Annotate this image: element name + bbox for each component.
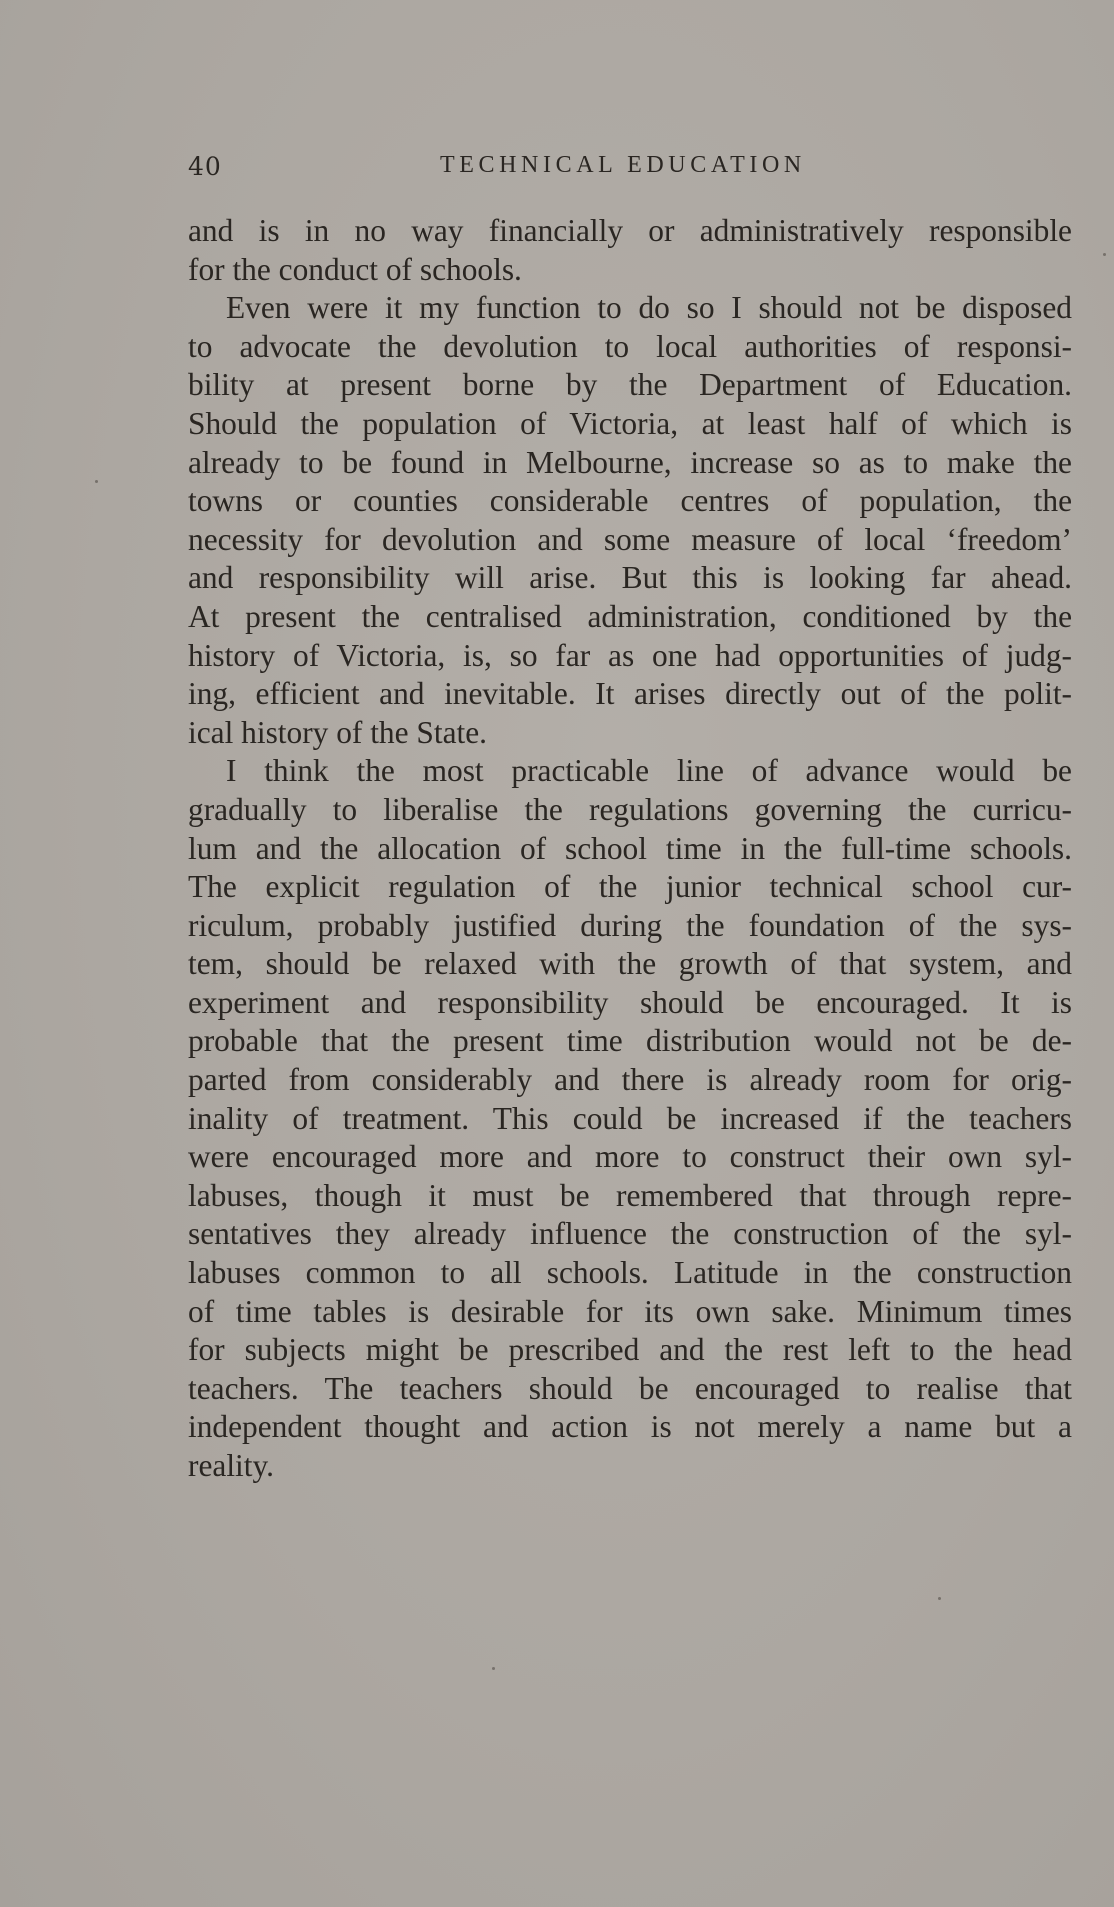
paper-speck xyxy=(1103,253,1106,256)
text-line: riculum, probably justified during the foundation of the sys- xyxy=(188,907,1072,943)
text-line: history of Victoria, is, so far as one had opportunities of judg- xyxy=(188,637,1072,673)
text-line: of time tables is desirable for its own sake. Minimum times xyxy=(188,1293,1072,1329)
paper-speck xyxy=(95,480,98,483)
text-line: probable that the present time distribution would not be de- xyxy=(188,1023,1072,1059)
text-line: Even were it my function to do so I should not be disposed xyxy=(226,290,1072,326)
text-line: for the conduct of schools. xyxy=(188,251,522,287)
text-line: At present the centralised administration, conditioned by the xyxy=(188,598,1072,634)
page-number: 40 xyxy=(188,152,222,181)
text-line: ing, efficient and inevitable. It arises directly out of the polit- xyxy=(188,676,1072,712)
running-head xyxy=(188,152,1068,192)
text-line: labuses common to all schools. Latitude in the construction xyxy=(188,1255,1072,1291)
text-line: were encouraged more and more to construct their own syl- xyxy=(188,1139,1072,1175)
text-line: gradually to liberalise the regulations governing the curricu- xyxy=(188,791,1072,827)
text-line: reality. xyxy=(188,1448,274,1483)
text-line: parted from considerably and there is already room for orig- xyxy=(188,1062,1072,1098)
text-line: to advocate the devolution to local authorities of responsi- xyxy=(188,328,1072,364)
text-line: bility at present borne by the Department of Education. xyxy=(188,367,1072,403)
paper-speck xyxy=(938,1597,941,1600)
text-line: and is in no way financially or administratively responsible xyxy=(188,213,1072,248)
text-line: I think the most practicable line of advance would be xyxy=(226,753,1072,789)
text-line: towns or counties considerable centres of population, the xyxy=(188,483,1072,519)
text-line: and responsibility will arise. But this is looking far ahead. xyxy=(188,560,1072,596)
text-line: labuses, though it must be remembered that through repre- xyxy=(188,1177,1072,1213)
running-title: TECHNICAL EDUCATION xyxy=(440,152,806,178)
text-line: teachers. The teachers should be encouraged to realise that xyxy=(188,1370,1072,1406)
text-line: for subjects might be prescribed and the rest left to the head xyxy=(188,1332,1072,1368)
text-line: independent thought and action is not merely a name but a xyxy=(188,1409,1072,1445)
text-line: already to be found in Melbourne, increase so as to make the xyxy=(188,444,1072,480)
body-text xyxy=(188,212,1072,1486)
text-line: ical history of the State. xyxy=(188,714,488,750)
text-line: sentatives they already influence the construction of the syl- xyxy=(188,1216,1072,1252)
paper-speck xyxy=(492,1667,495,1670)
text-line: lum and the allocation of school time in the full-time schools. xyxy=(188,830,1072,866)
text-line: experiment and responsibility should be encouraged. It is xyxy=(188,984,1072,1020)
text-line: necessity for devolution and some measure of local ‘freedom’ xyxy=(188,521,1072,557)
text-line: tem, should be relaxed with the growth of that system, and xyxy=(188,946,1072,982)
text-line: Should the population of Victoria, at least half of which is xyxy=(188,405,1072,441)
text-line: inality of treatment. This could be increased if the teachers xyxy=(188,1100,1072,1136)
text-line: The explicit regulation of the junior technical school cur- xyxy=(188,869,1072,905)
